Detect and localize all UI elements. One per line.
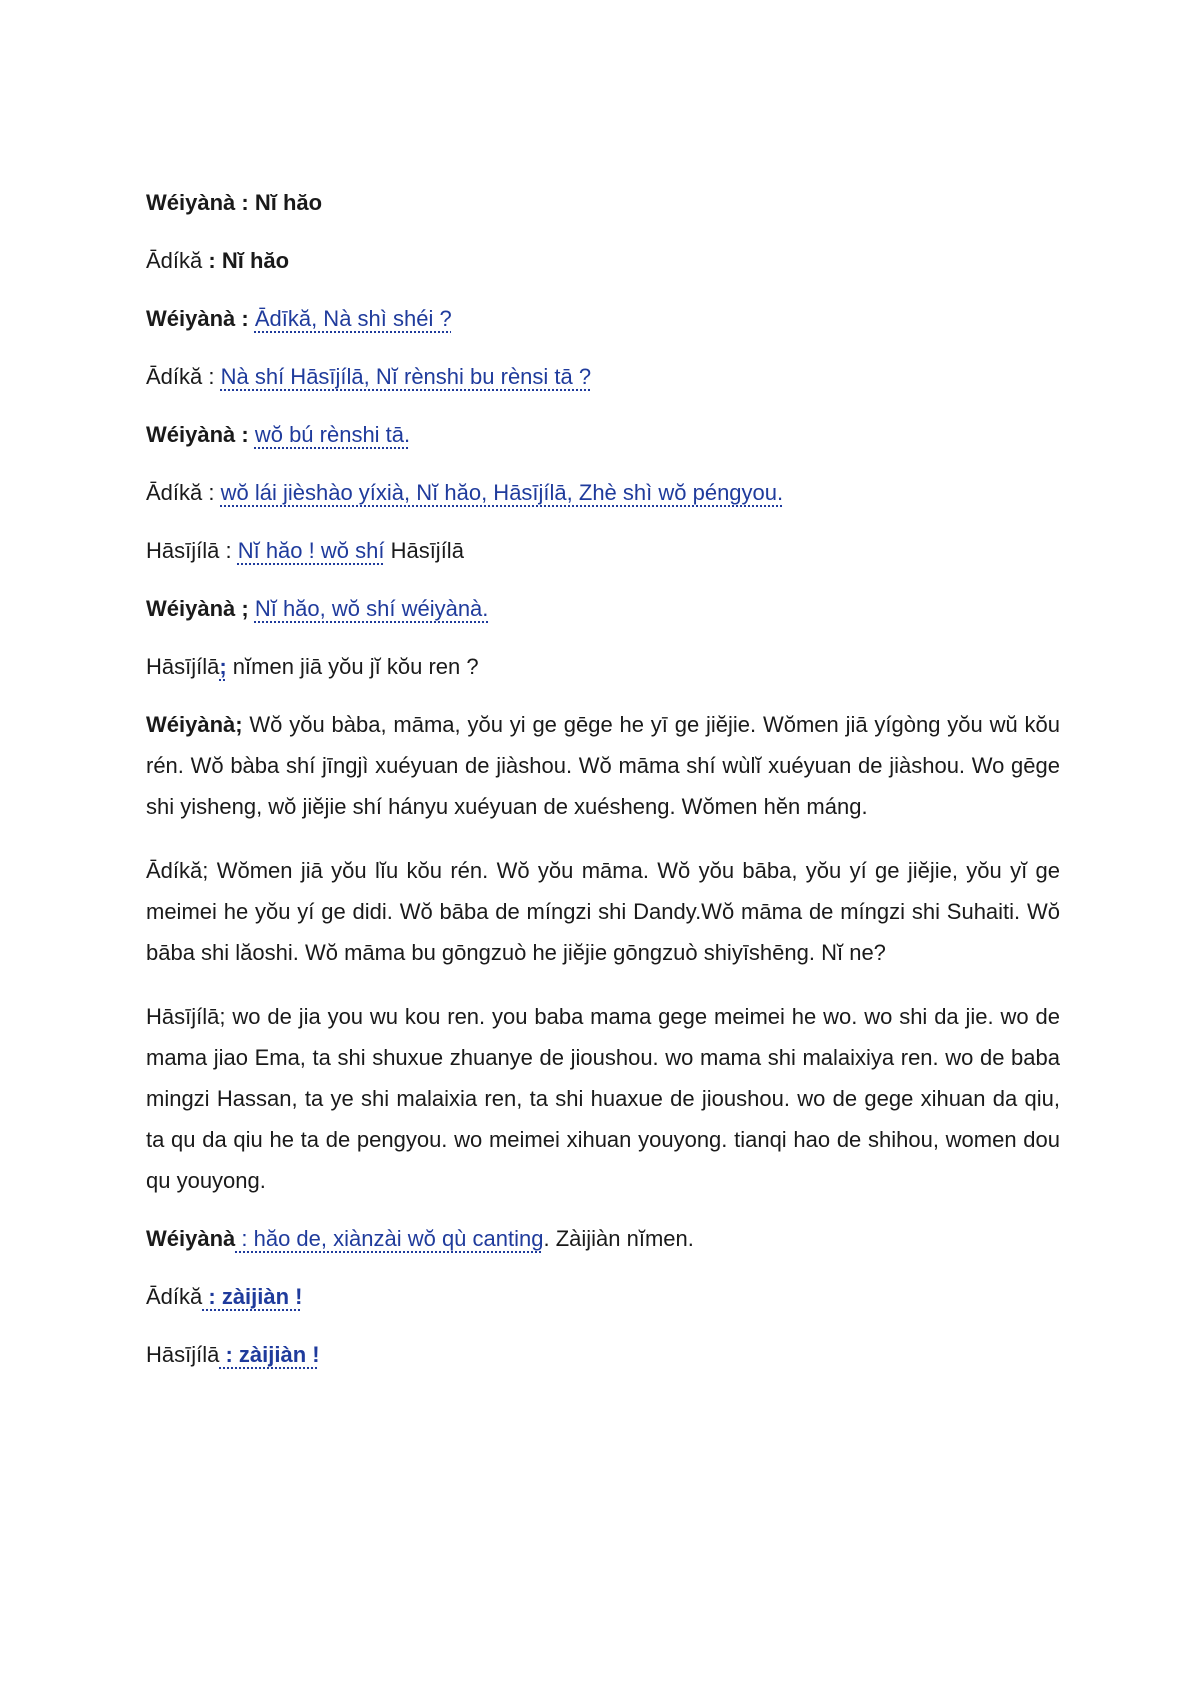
dialogue-text: Nĭ hăo [254,190,323,215]
dialogue-content [146,188,1060,1398]
speaker-name: Wéiyànà [146,1226,236,1251]
speaker-name: Ādíkă [146,364,203,389]
speaker-name: Ādíkă [146,480,203,505]
dialogue-link[interactable]: wŏ bú rènshi tā. [254,422,411,447]
speaker-name: Hāsījílā [146,538,220,563]
separator: : [235,422,255,447]
dialogue-link[interactable]: Nà shí Hāsījílā, Nĭ rènshi bu rènsi tā ? [220,364,592,389]
speaker-name: Ādíkă [146,1284,203,1309]
speaker-name: Wéiyànà [146,190,236,215]
dialogue-text: Hāsījílā [384,538,464,563]
dialogue-line [146,246,1060,275]
dialogue-link[interactable]: : zàijiàn ! [219,1342,320,1367]
speaker-name: Wéiyànà [146,422,236,447]
dialogue-line [146,594,1060,623]
dialogue-link[interactable]: Nĭ hăo ! wŏ shí [237,538,385,563]
dialogue-line [146,1340,1060,1369]
speaker-name: Hāsījílā [146,654,220,679]
dialogue-line [146,1224,1060,1253]
dialogue-line [146,362,1060,391]
paragraph-text: wo de jia you wu kou ren. you baba mama gege meimei he wo. wo shi da jie. wo de mama jiao Ema, ta shi shuxue zhuanye de jioushou. wo mama shi malaixiya ren. wo de baba mingzi Hassan, ta ye shi malaixia ren, ta shi huaxue de jioushou. wo de gege xihuan da qiu, ta qu da qiu he ta de pengyou. wo meimei xihuan youyong. tianqi hao de shihou, women dou qu youyong. [146,1004,1060,1193]
speaker-name: Ādíkă [146,248,203,273]
dialogue-line [146,652,1060,681]
speaker-name: Wéiyànà [146,306,236,331]
dialogue-link[interactable]: Nĭ hăo, wŏ shí wéiyànà. [254,596,489,621]
speaker-name: Hāsījílā; [146,1004,226,1029]
speaker-name: Wéiyànà; [146,712,243,737]
dialogue-line [146,536,1060,565]
separator: : [202,364,221,389]
speaker-name: Ādíkă; [146,858,209,883]
paragraph-text: Wŏ yŏu bàba, māma, yŏu yi ge gēge he yī ge jiĕjie. Wŏmen jiā yígòng yŏu wŭ kŏu rén. Wŏ bàba shí jīngjì xuéyuan de jiàshou. Wŏ māma shí wùlĭ xuéyuan de jiàshou. Wo gēge shi yisheng, wŏ jiĕjie shí hányu xuéyuan de xuésheng. Wŏmen hĕn máng. [146,712,1060,819]
dialogue-text: Nĭ hăo [221,248,290,273]
separator-link[interactable]: ; [219,654,227,679]
speaker-name: Hāsījílā [146,1342,220,1367]
dialogue-link[interactable]: : zàijiàn ! [202,1284,303,1309]
dialogue-link[interactable]: : hăo de, xiànzài wŏ qù canting [235,1226,544,1251]
dialogue-line [146,188,1060,217]
separator: : [219,538,238,563]
dialogue-paragraph [146,850,1060,973]
separator: : [202,248,222,273]
separator: ; [235,596,255,621]
separator: : [202,480,221,505]
dialogue-line [146,1282,1060,1311]
dialogue-line [146,420,1060,449]
speaker-name: Wéiyànà [146,596,236,621]
dialogue-line [146,478,1060,507]
dialogue-line [146,304,1060,333]
dialogue-text: nĭmen jiā yŏu jĭ kŏu ren ? [226,654,479,679]
separator: : [235,190,255,215]
dialogue-text: . Zàijiàn nĭmen. [543,1226,694,1251]
paragraph-text: Wŏmen jiā yŏu lĭu kŏu rén. Wŏ yŏu māma. Wŏ yŏu bāba, yŏu yí ge jiĕjie, yŏu yĭ ge meimei he yŏu yí ge didi. Wŏ bāba de míngzi shi Dandy.Wŏ māma de míngzi shi Suhaiti. Wŏ bāba shi lăoshi. Wŏ māma bu gōngzuò he jiĕjie gōngzuò shiyīshēng. Nĭ ne? [146,858,1060,965]
dialogue-paragraph [146,996,1060,1201]
separator: : [235,306,255,331]
dialogue-paragraph [146,704,1060,827]
dialogue-link[interactable]: Ādīkă, Nà shì shéi ? [254,306,452,331]
dialogue-link[interactable]: wŏ lái jièshào yíxià, Nĭ hăo, Hāsījílā, Zhè shì wŏ péngyou. [220,480,784,505]
